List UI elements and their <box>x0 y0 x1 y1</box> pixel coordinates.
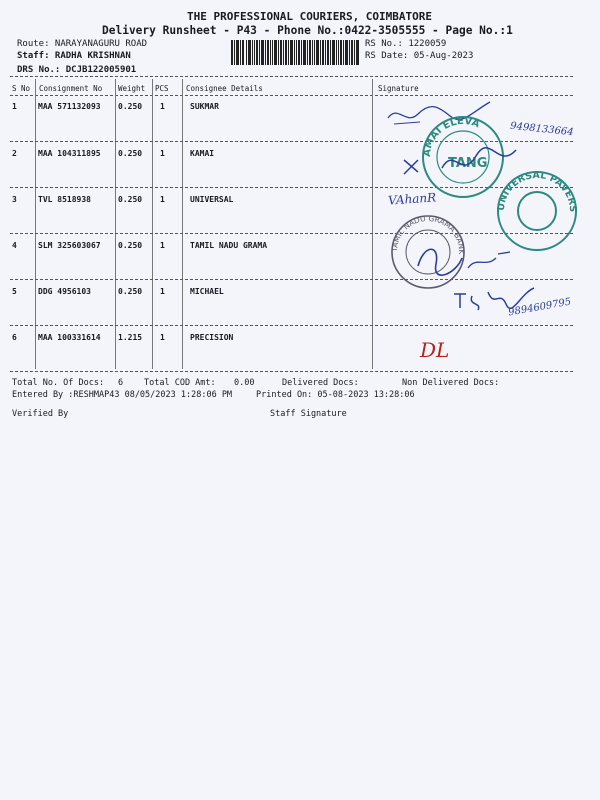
row-weight: 0.250 <box>118 149 143 158</box>
signature-3: VAhanR <box>387 190 437 208</box>
entered-by: Entered By :RESHMAP43 08/05/2023 1:28:06 PM <box>12 390 233 400</box>
row-pcs: 1 <box>160 241 165 250</box>
row-sno: 6 <box>12 333 17 342</box>
row-sno: 4 <box>12 241 17 250</box>
row-rule <box>10 279 573 280</box>
row-consignee: MICHAEL <box>190 287 224 296</box>
row-consignment: SLM 325603067 <box>38 241 101 250</box>
row-weight: 0.250 <box>118 241 143 250</box>
stamp-amai-eleva-text: AMAI ELEVA <box>421 115 482 158</box>
col-header-pcs: PCS <box>155 84 169 93</box>
row-pcs: 1 <box>160 287 165 296</box>
stamp-universal-pavers-text: UNIVERSAL PAVERS <box>495 169 579 213</box>
handwritten-phone-5: 9894609795 <box>507 296 573 319</box>
row-sno: 1 <box>12 102 17 111</box>
signature-4 <box>410 238 520 278</box>
table-top-rule <box>10 76 573 77</box>
total-docs-label: Total No. Of Docs: <box>12 378 105 388</box>
row-weight: 0.250 <box>118 102 143 111</box>
row-sno: 5 <box>12 287 17 296</box>
col-header-sno: S No <box>12 84 31 93</box>
row-consignment: MAA 104311895 <box>38 149 101 158</box>
col-header-consignee: Consignee Details <box>186 84 263 93</box>
row-consignment: MAA 571132093 <box>38 102 101 111</box>
row-consignee: UNIVERSAL <box>190 195 234 204</box>
row-consignment: MAA 100331614 <box>38 333 101 342</box>
route-label: Route: NARAYANAGURU ROAD <box>17 39 148 49</box>
col-header-weight: Weight <box>118 84 146 93</box>
rs-date: RS Date: 05-Aug-2023 <box>365 51 474 61</box>
stamp-tamil-nadu-grama-bank-text: TAMIL NADU GRAMA BANK <box>389 213 467 255</box>
row-consignee: KAMAI <box>190 149 215 158</box>
total-cod-value: 0.00 <box>234 378 255 388</box>
row-rule <box>10 233 573 234</box>
staff-signature: Staff Signature <box>270 409 347 419</box>
drs-number: DRS No.: DCJB122005901 <box>17 65 137 75</box>
delivered-docs-label: Delivered Docs: <box>282 378 359 388</box>
row-pcs: 1 <box>160 195 165 204</box>
row-sno: 3 <box>12 195 17 204</box>
row-pcs: 1 <box>160 333 165 342</box>
row-consignment: TVL 8518938 <box>38 195 91 204</box>
row-consignee: PRECISION <box>190 333 234 342</box>
stamp-amai-eleva-center-text: TANG <box>448 156 488 171</box>
non-delivered-docs-label: Non Delivered Docs: <box>402 378 500 388</box>
row-consignee: TAMIL NADU GRAMA <box>190 241 268 250</box>
staff-label: Staff: RADHA KRISHNAN <box>17 51 131 61</box>
row-weight: 0.250 <box>118 195 143 204</box>
row-weight: 1.215 <box>118 333 143 342</box>
row-consignee: SUKMAR <box>190 102 219 111</box>
row-weight: 0.250 <box>118 287 143 296</box>
total-cod-label: Total COD Amt: <box>144 378 216 388</box>
total-docs-value: 6 <box>118 378 124 388</box>
company-title: THE PROFESSIONAL COURIERS, COIMBATORE <box>187 10 433 23</box>
col-header-consignment: Consignment No <box>39 84 103 93</box>
row-pcs: 1 <box>160 149 165 158</box>
barcode <box>231 40 359 65</box>
handwritten-phone-1: 9498133664 <box>509 120 575 139</box>
runsheet-title: Delivery Runsheet - P43 - Phone No.:0422-3505555 - Page No.:1 <box>102 24 513 37</box>
col-header-signature: Signature <box>378 84 419 93</box>
rs-number: RS No.: 1220059 <box>365 39 447 49</box>
row-sno: 2 <box>12 149 17 158</box>
table-bottom-rule <box>10 371 573 372</box>
row-pcs: 1 <box>160 102 165 111</box>
signature-6: DL <box>420 338 450 362</box>
row-consignment: DDG 4956103 <box>38 287 91 296</box>
printed-on: Printed On: 05-08-2023 13:28:06 <box>256 390 415 400</box>
row-rule <box>10 325 573 326</box>
verified-by: Verified By <box>12 409 69 419</box>
